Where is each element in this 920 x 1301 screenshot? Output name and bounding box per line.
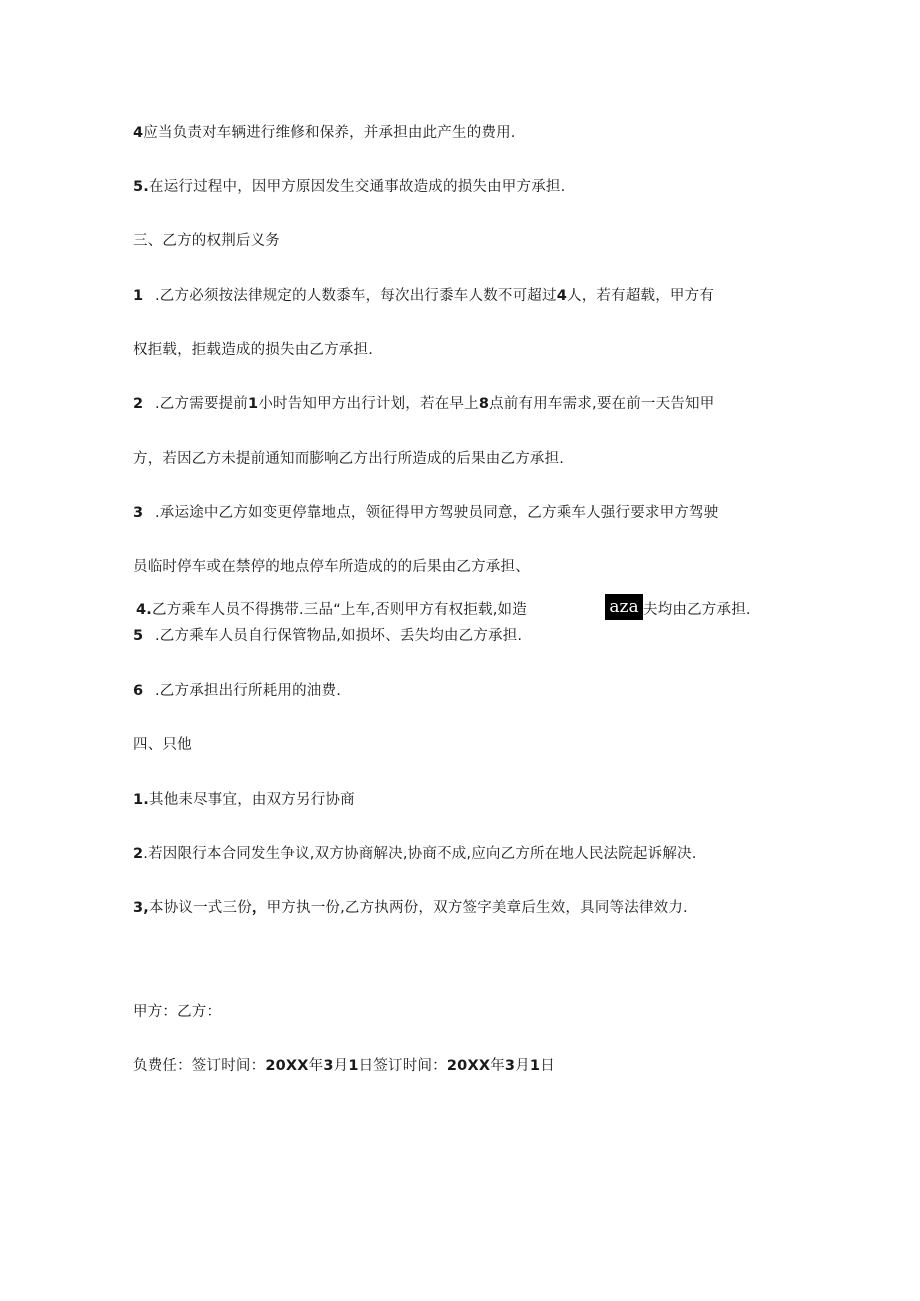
clause-text: 甲方执一份,乙方执两份，双方签字美章后生效，具同等法律效力. <box>266 900 688 916</box>
clause-text: 本协议一式三份 <box>149 900 252 916</box>
signature-month: 3 <box>323 1058 334 1074</box>
date-unit: 月 <box>333 1058 349 1074</box>
clause-text-bold: 8 <box>478 396 490 412</box>
clause-number: 6 <box>133 683 144 699</box>
signature-day: 1 <box>529 1058 541 1074</box>
clause-number: 1 <box>133 288 144 304</box>
clause-4-3 <box>133 898 688 918</box>
clause-3-4-tail: 夫均由乙方承担. <box>643 602 751 618</box>
clause-text: .承运途中乙方如变更停靠地点，领征得甲方驾驶员同意，乙方乘车人强行要求甲方驾驶 <box>155 505 719 521</box>
clause-number: 4 <box>133 125 144 141</box>
clause-number: 5. <box>133 179 149 195</box>
clause-3-2-line2: 方，若因乙方未提前通知而膨响乙方出行所造成的后果由乙方承担. <box>133 451 565 467</box>
date-unit: 日 <box>540 1058 555 1074</box>
date-unit: 年 <box>490 1058 505 1074</box>
clause-3-3-line1 <box>133 503 718 523</box>
signature-day: 1 <box>348 1058 359 1074</box>
clause-text: .乙方必须按法律规定的人数黍车，每次出行黍车人数不可超过 <box>155 288 557 304</box>
signature-label: 负费任：签订时间： <box>133 1058 266 1074</box>
clause-text: 在运行过程中，因甲方原因发生交通事故造成的损失由甲方承担. <box>149 179 566 195</box>
clause-2-5 <box>133 177 565 197</box>
clause-4-2 <box>133 844 697 864</box>
clause-3-5 <box>133 626 522 646</box>
date-unit: 年 <box>308 1058 324 1074</box>
clause-number: 2 <box>133 396 144 412</box>
clause-text: 其他耒尽事宜，由双方另行协商 <box>149 792 355 808</box>
signature-month: 3 <box>504 1058 516 1074</box>
clause-4-1 <box>133 790 355 810</box>
clause-number: 1. <box>133 792 149 808</box>
clause-3-4 <box>136 600 527 620</box>
clause-separator: ， <box>251 900 267 916</box>
clause-3-2-line1 <box>133 394 714 414</box>
clause-3-6 <box>133 681 341 701</box>
clause-number: 3, <box>133 900 149 916</box>
clause-text: 点前有用车需求,要在前一天告知甲 <box>489 396 715 412</box>
clause-3-1-line1 <box>133 286 714 306</box>
clause-text: 乙方乘车人员不得携带.三品“上车,否则甲方有权拒载,如造 <box>152 602 527 618</box>
date-unit: 月 <box>515 1058 530 1074</box>
clause-text: 小时告知甲方出行计划，若在早上 <box>258 396 479 412</box>
signature-parties: 甲方：乙方： <box>133 1004 222 1020</box>
signature-year: 20XX <box>446 1058 491 1074</box>
clause-3-3-line2: 员临时停车或在禁停的地点停车所造成的的后果由乙方承担、 <box>133 559 530 575</box>
signature-year: 20XX <box>265 1058 309 1074</box>
clause-number: 2 <box>133 846 144 862</box>
clause-number: 3 <box>133 505 144 521</box>
clause-text: .乙方乘车人员自行保管物品,如损坏、丢失均由乙方承担. <box>155 628 523 644</box>
clause-number: 5 <box>133 628 144 644</box>
section-4-heading: 四、只他 <box>133 737 192 753</box>
clause-number: 4. <box>136 602 152 618</box>
clause-text: 人，若有超载，甲方有 <box>567 288 715 304</box>
clause-text: .乙方需要提前 <box>155 396 249 412</box>
clause-text: .乙方承担出行所耗用的油费. <box>155 683 342 699</box>
signature-label: 日签订时间： <box>358 1058 447 1074</box>
section-3-heading: 三、乙方的权荆后义务 <box>133 233 280 249</box>
clause-text: .若因限行本合同发生争议,双方协商解决,协商不成,应向乙方所在地人民法院起诉解决. <box>143 846 697 862</box>
redaction-box: aza <box>605 594 643 620</box>
clause-text-bold: 4 <box>556 288 568 304</box>
clause-3-1-line2: 权拒载，拒载造成的损失由乙方承担. <box>133 342 374 358</box>
clause-2-4 <box>133 123 516 143</box>
signature-dates <box>133 1056 555 1076</box>
clause-text-bold: 1 <box>248 396 259 412</box>
clause-text: 应当负责对车辆进行维修和保养，并承担由此产生的费用. <box>143 125 516 141</box>
